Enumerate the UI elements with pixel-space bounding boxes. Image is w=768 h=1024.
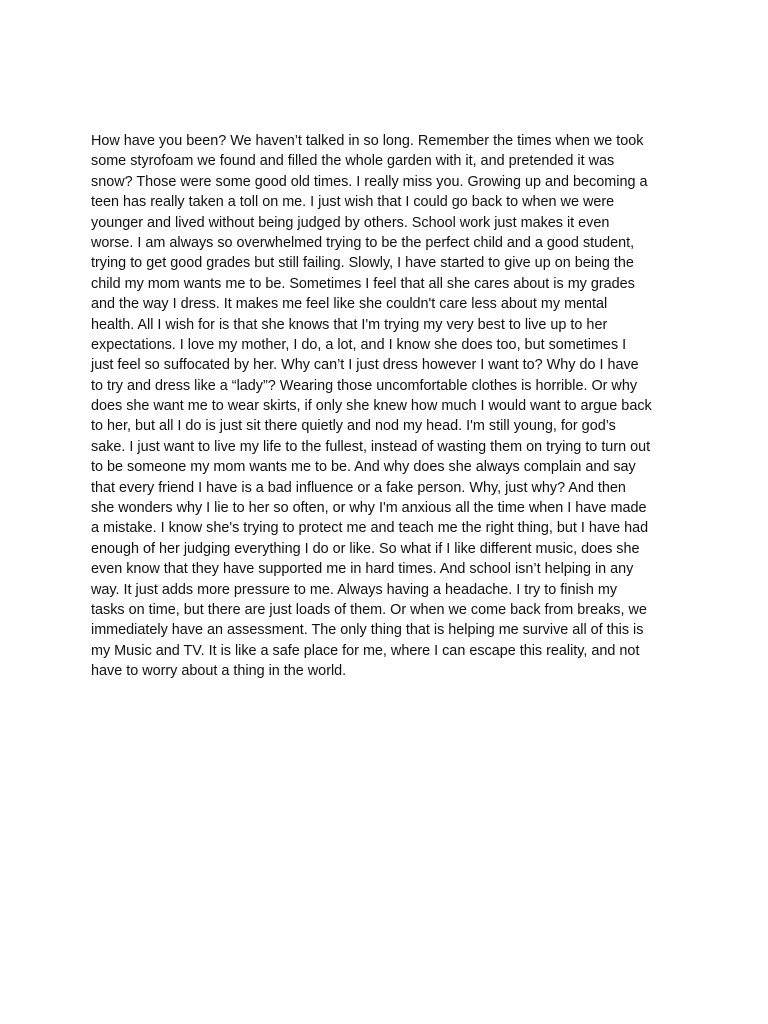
text-line-11: expectations. I love my mother, I do, a lot, and I know she does too, but sometimes I: [91, 336, 627, 353]
text-line-6: worse. I am always so overwhelmed trying to be the perfect child and a good student,: [91, 234, 635, 251]
text-line-19: she wonders why I lie to her so often, or why I'm anxious all the time when I have made: [91, 500, 647, 517]
letter-body-text: [91, 131, 711, 682]
text-line-16: sake. I just want to live my life to the fullest, instead of wasting them on trying to turn out: [91, 438, 651, 455]
text-line-15: to her, but all I do is just sit there quietly and nod my head. I'm still young, for god’s: [91, 418, 616, 435]
text-line-12: just feel so suffocated by her. Why can’t I just dress however I want to? Why do I have: [91, 357, 639, 374]
text-line-4: teen has really taken a toll on me. I just wish that I could go back to when we were: [91, 194, 615, 211]
text-line-3: snow? Those were some good old times. I really miss you. Growing up and becoming a: [91, 173, 648, 190]
text-line-27: have to worry about a thing in the world.: [91, 663, 347, 680]
text-line-26: my Music and TV. It is like a safe place for me, where I can escape this reality, and not: [91, 642, 640, 659]
text-line-18: that every friend I have is a bad influence or a fake person. Why, just why? And then: [91, 479, 626, 496]
text-line-1: How have you been? We haven’t talked in so long. Remember the times when we took: [91, 133, 644, 149]
text-line-8: child my mom wants me to be. Sometimes I feel that all she cares about is my grades: [91, 275, 635, 292]
text-line-24: tasks on time, but there are just loads of them. Or when we come back from breaks, we: [91, 601, 647, 618]
text-line-13: to try and dress like a “lady”? Wearing those uncomfortable clothes is horrible. Or why: [91, 377, 638, 394]
text-line-22: even know that they have supported me in hard times. And school isn’t helping in any: [91, 561, 634, 578]
text-line-5: younger and lived without being judged by others. School work just makes it even: [91, 214, 610, 231]
text-line-2: some styrofoam we found and filled the whole garden with it, and pretended it was: [91, 153, 615, 170]
text-line-17: to be someone my mom wants me to be. And why does she always complain and say: [91, 459, 636, 476]
text-line-7: trying to get good grades but still failing. Slowly, I have started to give up on being the: [91, 255, 634, 272]
text-line-14: does she want me to wear skirts, if only she knew how much I would want to argue back: [91, 398, 652, 415]
text-line-20: a mistake. I know she's trying to protect me and teach me the right thing, but I have had: [91, 520, 649, 537]
text-line-9: and the way I dress. It makes me feel like she couldn't care less about my mental: [91, 296, 608, 313]
text-line-23: way. It just adds more pressure to me. Always having a headache. I try to finish my: [91, 581, 618, 598]
text-line-21: enough of her judging everything I do or like. So what if I like different music, does she: [91, 540, 640, 557]
text-line-25: immediately have an assessment. The only thing that is helping me survive all of this is: [91, 622, 644, 639]
text-line-10: health. All I wish for is that she knows that I'm trying my very best to live up to her: [91, 316, 608, 333]
